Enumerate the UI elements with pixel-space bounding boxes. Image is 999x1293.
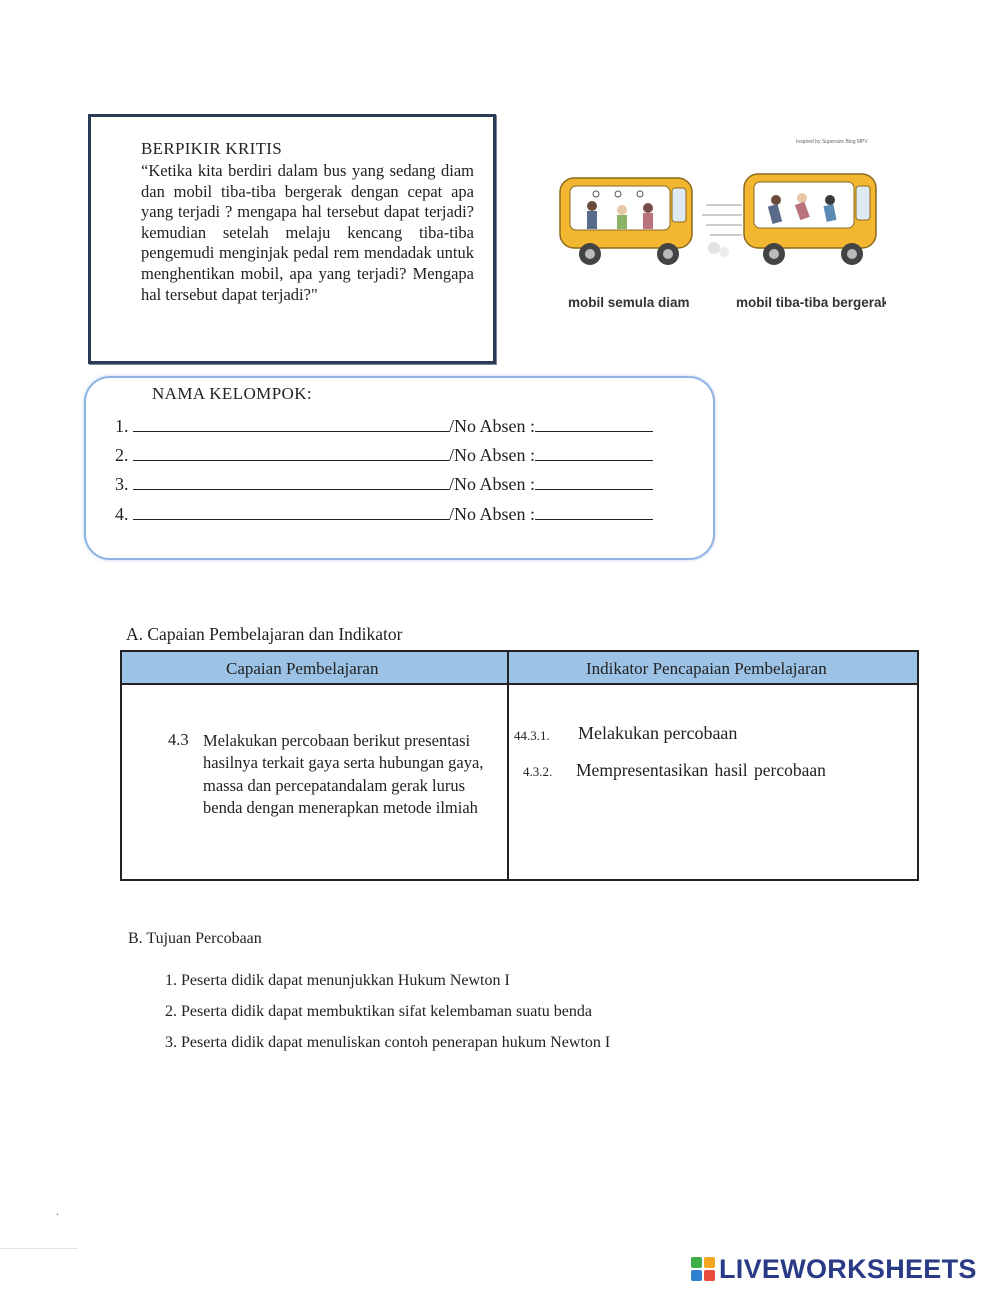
member-row	[115, 416, 653, 437]
member-name-blank[interactable]	[133, 417, 449, 432]
cp-text: Melakukan percobaan berikut presentasi hasilnya terkait gaya serta hubungan gaya, massa dan percepatandalam gerak lurus benda dengan menerapkan metode ilmiah	[203, 731, 484, 817]
section-a-title: A. Capaian Pembelajaran dan Indikator	[126, 624, 403, 644]
group-names-box	[84, 376, 715, 560]
absen-label: /No Absen :	[449, 504, 536, 524]
image-credit: Inspired by Supersize Blog MPV	[796, 139, 868, 145]
member-number: 4.	[115, 504, 129, 524]
column-divider	[507, 652, 509, 879]
footer-rule	[0, 1248, 78, 1249]
page-dot: .	[56, 1206, 59, 1218]
header-capaian: Capaian Pembelajaran	[226, 659, 379, 678]
indicator-text: Melakukan percobaan	[578, 723, 738, 743]
indicator-text: Mempresentasikan hasil percobaan	[576, 760, 826, 780]
goal-item: 1. Peserta didik dapat menunjukkan Hukum Newton I	[165, 972, 510, 989]
group-title: NAMA KELOMPOK:	[152, 384, 313, 403]
goal-item: 2. Peserta didik dapat membuktikan sifat kelembaman suatu benda	[165, 1003, 592, 1020]
bus-inertia-image	[556, 130, 886, 320]
liveworksheets-logo[interactable]	[690, 1252, 977, 1286]
bus-stationary	[560, 178, 692, 265]
cp-number: 4.3	[168, 730, 189, 749]
absen-label: /No Absen :	[449, 474, 536, 494]
bus-illustration	[556, 130, 886, 320]
absen-blank[interactable]	[535, 475, 653, 490]
member-number: 3.	[115, 474, 129, 494]
member-name-blank[interactable]	[133, 505, 449, 520]
member-name-blank[interactable]	[133, 446, 449, 461]
absen-blank[interactable]	[535, 446, 653, 461]
caption-moving: mobil tiba-tiba bergerak	[736, 295, 886, 310]
absen-label: /No Absen :	[449, 445, 536, 465]
liveworksheets-icon	[690, 1256, 716, 1282]
critical-thinking-box	[88, 114, 496, 364]
member-row	[115, 504, 653, 525]
absen-blank[interactable]	[535, 505, 653, 520]
critical-thinking-title: BERPIKIR KRITIS	[141, 139, 282, 158]
absen-blank[interactable]	[535, 417, 653, 432]
member-number: 2.	[115, 445, 129, 465]
bus-moving	[744, 174, 876, 265]
absen-label: /No Absen :	[449, 416, 536, 436]
learning-outcomes-table	[120, 650, 919, 881]
critical-thinking-question: “Ketika kita berdiri dalam bus yang sedang diam dan mobil tiba-tiba bergerak dengan cepat apa yang terjadi ? mengapa hal tersebut dapat terjadi? kemudian setelah melaju kencang tiba-tiba pengemudi menginjak pedal rem mendadak untuk menghentikan mobil, apa yang terjadi? Mengapa hal tersebut dapat terjadi?"	[141, 161, 474, 304]
header-indikator: Indikator Pencapaian Pembelajaran	[586, 659, 827, 678]
goal-item: 3. Peserta didik dapat menuliskan contoh penerapan hukum Newton I	[165, 1034, 611, 1051]
brand-name: LIVEWORKSHEETS	[719, 1253, 977, 1284]
member-row	[115, 445, 653, 466]
section-b-title: B. Tujuan Percobaan	[128, 930, 262, 947]
member-row	[115, 474, 653, 495]
caption-stationary: mobil semula diam	[568, 295, 690, 310]
indicator-number: 44.3.1.	[514, 728, 550, 743]
member-name-blank[interactable]	[133, 475, 449, 490]
member-number: 1.	[115, 416, 129, 436]
indicator-number: 4.3.2.	[523, 764, 553, 779]
